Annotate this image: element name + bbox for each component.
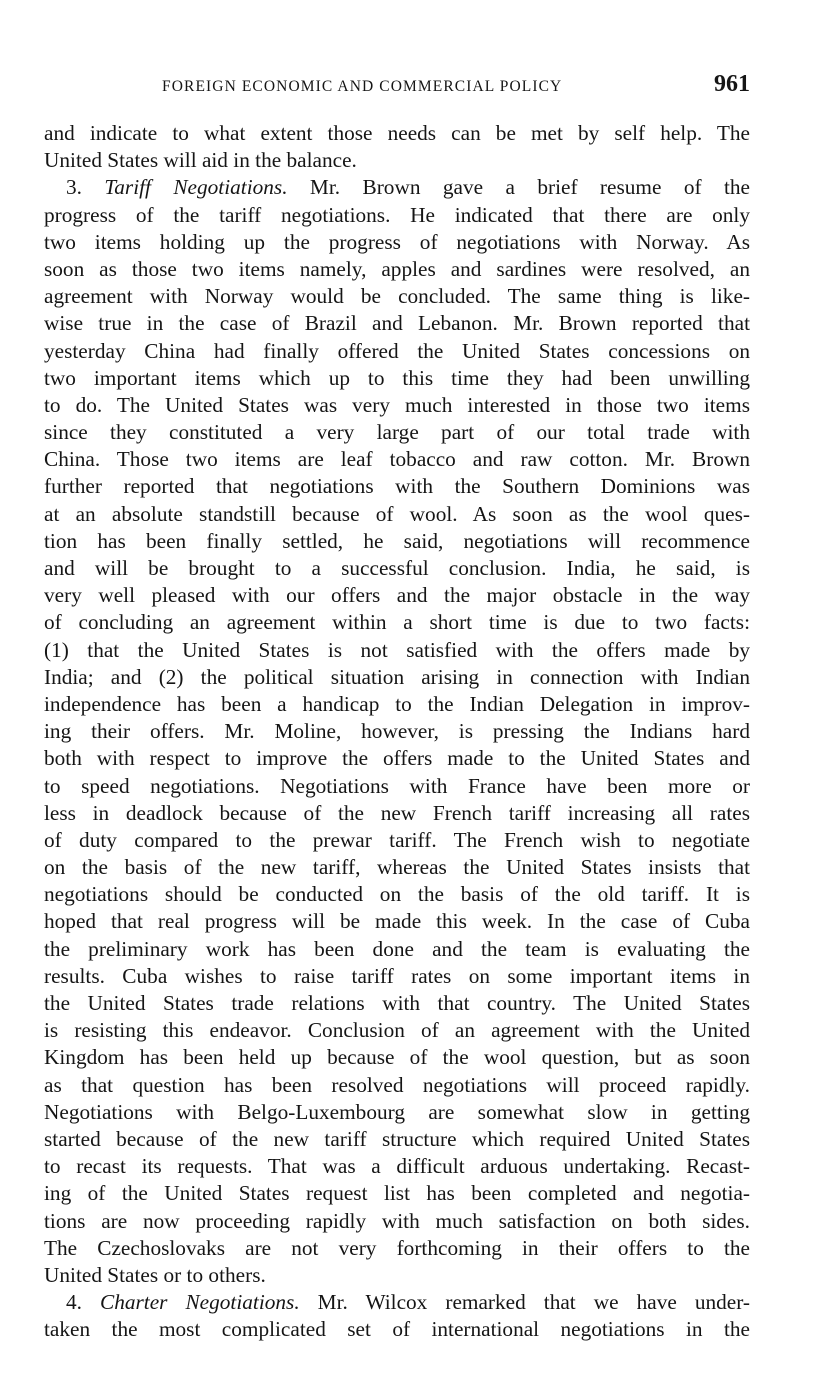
text-line: the United States trade relations with that country. The United States	[44, 991, 750, 1015]
text-line: tion has been finally settled, he said, negotiations will recommence	[44, 528, 750, 553]
text-line: wise true in the case of Brazil and Lebanon. Mr. Brown reported that	[44, 311, 750, 336]
text-line: yesterday China had finally offered the United States concessions on	[44, 338, 750, 363]
running-head: FOREIGN ECONOMIC AND COMMERCIAL POLICY	[162, 78, 563, 95]
text-line: agreement with Norway would be concluded. The same thing is like-	[44, 284, 750, 309]
section-line-text: Mr. Brown gave a brief resume of the	[287, 175, 750, 200]
text-line: further reported that negotiations with the Southern Dominions was	[44, 474, 750, 499]
section-title: Charter Negotiations.	[100, 1290, 300, 1315]
text-line: China. Those two items are leaf tobacco and raw cotton. Mr. Brown	[44, 447, 750, 472]
text-line: India; and (2) the political situation arising in connection with Indian	[44, 664, 750, 689]
text-line: progress of the tariff negotiations. He indicated that there are only	[44, 202, 750, 227]
text-line: started because of the new tariff structure which required United States	[44, 1126, 750, 1151]
text-line: tions are now proceeding rapidly with much satisfaction on both sides.	[44, 1208, 750, 1233]
page-number: 961	[714, 71, 750, 97]
section-number: 4.	[66, 1290, 100, 1315]
text-line: soon as those two items namely, apples and sardines were resolved, an	[44, 256, 750, 281]
text-line: Negotiations with Belgo-Luxembourg are somewhat slow in getting	[44, 1099, 750, 1124]
section-line-text: Mr. Wilcox remarked that we have under-	[299, 1290, 750, 1315]
text-line: the preliminary work has been done and the team is evaluating the	[44, 936, 750, 961]
section-4-first-line	[44, 1289, 750, 1316]
text-line: two important items which up to this time they had been unwilling	[44, 365, 750, 390]
text-line: as that question has been resolved negotiations will proceed rapidly.	[44, 1072, 750, 1097]
body-text	[44, 120, 750, 1343]
text-line: taken the most complicated set of international negotiations in the	[44, 1317, 750, 1342]
text-line: of duty compared to the prewar tariff. The French wish to negotiate	[44, 827, 750, 852]
text-line: ing of the United States request list has been completed and negotia-	[44, 1181, 750, 1206]
text-line: Kingdom has been held up because of the wool question, but as soon	[44, 1045, 750, 1070]
section-3-first-line	[44, 174, 750, 201]
text-line: is resisting this endeavor. Conclusion of an agreement with the United	[44, 1018, 750, 1043]
text-line: results. Cuba wishes to raise tariff rates on some important items in	[44, 963, 750, 988]
text-line: and indicate to what extent those needs can be met by self help. The	[44, 121, 750, 145]
section-number: 3.	[66, 175, 105, 200]
text-line: to speed negotiations. Negotiations with France have been more or	[44, 773, 750, 798]
text-line: ing their offers. Mr. Moline, however, is pressing the Indians hard	[44, 719, 750, 744]
text-line: at an absolute standstill because of wool. As soon as the wool ques-	[44, 501, 750, 526]
text-line: of concluding an agreement within a short time is due to two facts:	[44, 610, 750, 635]
page-header	[44, 71, 750, 106]
text-line: United States will aid in the balance.	[44, 148, 357, 173]
text-line: very well pleased with our offers and the major obstacle in the way	[44, 583, 750, 608]
text-line: The Czechoslovaks are not very forthcoming in their offers to the	[44, 1235, 750, 1260]
text-line: on the basis of the new tariff, whereas the United States insists that	[44, 855, 750, 880]
text-line: two items holding up the progress of negotiations with Norway. As	[44, 229, 750, 254]
text-line: United States or to others.	[44, 1262, 266, 1287]
text-line: to do. The United States was very much interested in those two items	[44, 392, 750, 417]
text-line: negotiations should be conducted on the basis of the old tariff. It is	[44, 882, 750, 907]
text-line: (1) that the United States is not satisfied with the offers made by	[44, 637, 750, 662]
text-line: hoped that real progress will be made this week. In the case of Cuba	[44, 909, 750, 934]
text-line: both with respect to improve the offers made to the United States and	[44, 746, 750, 771]
text-line: less in deadlock because of the new French tariff increasing all rates	[44, 800, 750, 825]
section-title: Tariff Negotiations.	[104, 175, 288, 200]
text-line: to recast its requests. That was a difficult arduous undertaking. Recast-	[44, 1154, 750, 1179]
text-line: independence has been a handicap to the Indian Delegation in improv-	[44, 691, 750, 716]
text-line: and will be brought to a successful conclusion. India, he said, is	[44, 556, 750, 580]
text-line: since they constituted a very large part of our total trade with	[44, 420, 750, 445]
